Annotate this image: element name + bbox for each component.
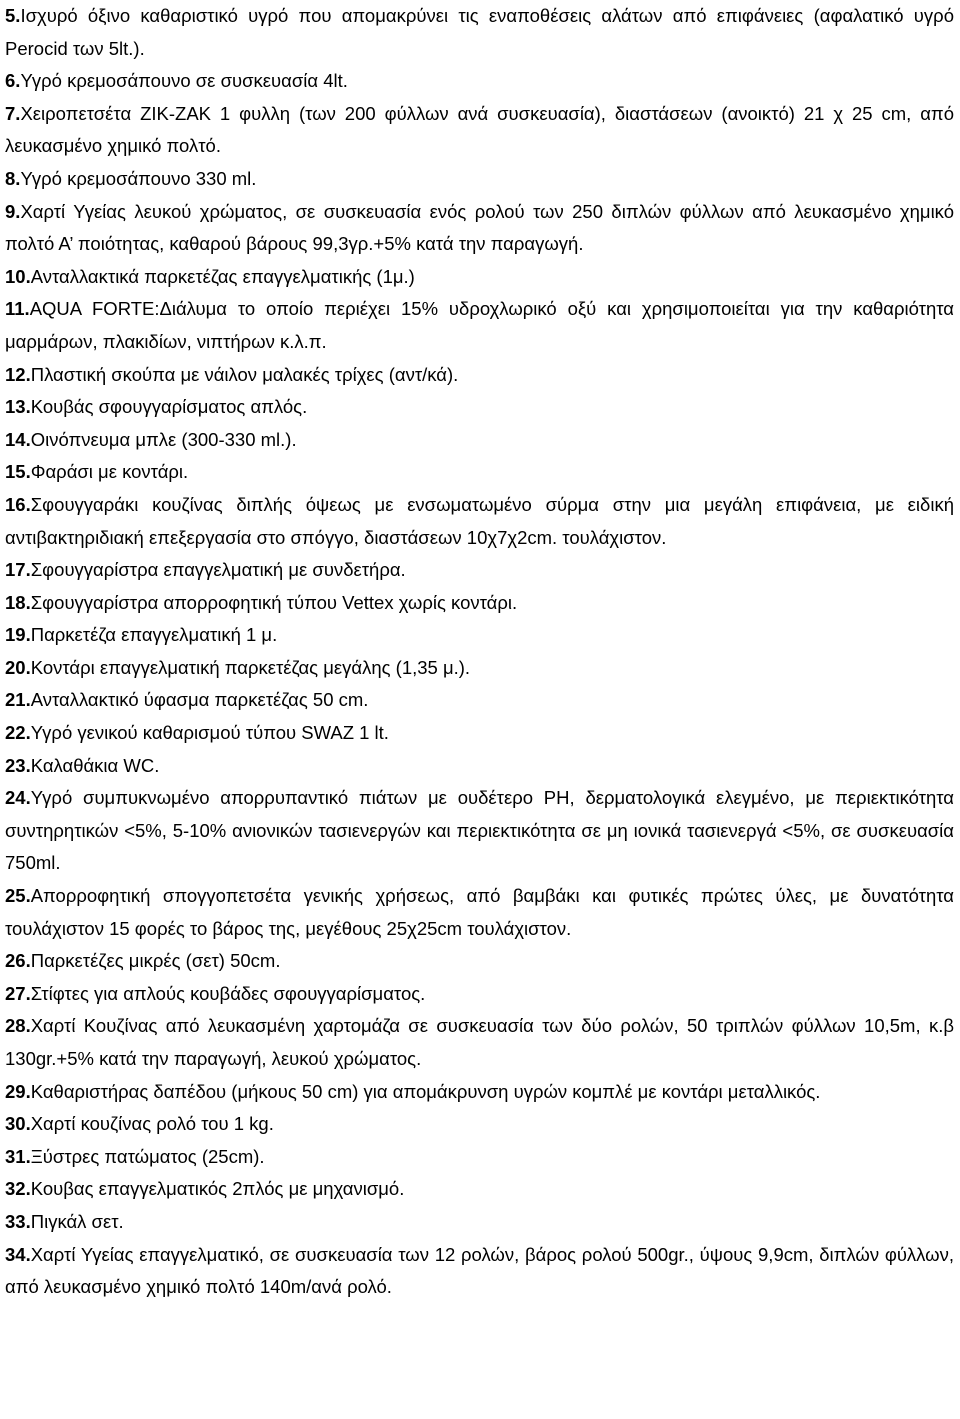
item-number: 14. — [5, 428, 31, 450]
item-text: Υγρό κρεμοσάπουνο 330 ml. — [20, 167, 257, 189]
item-number: 9. — [5, 200, 21, 222]
item-text: Καθαριστήρας δαπέδου (μήκους 50 cm) για απομάκρυνση υγρών κομπλέ με κοντάρι μεταλλικός. — [30, 1080, 821, 1102]
list-item — [5, 196, 954, 261]
item-number: 19. — [5, 624, 31, 646]
item-text: Απορροφητική σπογγοπετσέτα γενικής χρήσεως, από βαμβάκι και φυτικές πρώτες ύλες, με δυνατότητα τουλάχιστον 15 φορές το βάρος της, μεγέθους 25χ25cm τουλάχιστον. — [5, 885, 954, 939]
item-text: Ισχυρό όξινο καθαριστικό υγρό που απομακρύνει τις εναποθέσεις αλάτων από επιφάνειες (αφαλατικό υγρό Perocid των 5lt.). — [5, 5, 954, 59]
item-text: Υγρό γενικού καθαρισμού τύπου SWAZ 1 lt. — [30, 722, 389, 744]
list-item — [5, 1173, 954, 1206]
list-item — [5, 587, 954, 620]
item-number: 13. — [5, 396, 31, 418]
item-number: 24. — [5, 787, 31, 809]
item-number: 6. — [5, 70, 21, 92]
list-item — [5, 652, 954, 685]
list-item — [5, 261, 954, 294]
item-number: 34. — [5, 1243, 31, 1265]
item-text: Υγρό κρεμοσάπουνο σε συσκευασία 4lt. — [20, 70, 348, 92]
item-text: Σφουγγαρίστρα επαγγελματική με συνδετήρα. — [30, 559, 406, 581]
item-text: Καλαθάκια WC. — [30, 754, 160, 776]
list-item — [5, 456, 954, 489]
item-text: AQUA FORTE:Διάλυμα το οποίο περιέχει 15% υδροχλωρικό οξύ και χρησιμοποιείται για την καθαριότητα μαρμάρων, πλακιδίων, νιπτήρων κ.λ.π. — [5, 298, 954, 352]
item-number: 25. — [5, 885, 31, 907]
item-text: Παρκετέζες μικρές (σετ) 50cm. — [30, 950, 281, 972]
item-text: Ανταλλακτικά παρκετέζας επαγγελματικής (1μ.) — [30, 265, 415, 287]
item-number: 27. — [5, 982, 31, 1004]
list-item — [5, 65, 954, 98]
item-number: 30. — [5, 1113, 31, 1135]
item-number: 32. — [5, 1178, 31, 1200]
list-item — [5, 424, 954, 457]
item-text: Ανταλλακτικό ύφασμα παρκετέζας 50 cm. — [30, 689, 369, 711]
list-item — [5, 554, 954, 587]
item-text: Κουβάς σφουγγαρίσματος απλός. — [30, 396, 308, 418]
list-item — [5, 1239, 954, 1304]
item-text: Χαρτί Υγείας επαγγελματικό, σε συσκευασία των 12 ρολών, βάρος ρολού 500gr., ύψους 9,9cm, διπλών φύλλων, από λευκασμένο χημικό πολτό 140m/ανά ρολό. — [5, 1243, 954, 1298]
list-item — [5, 1076, 954, 1109]
list-item — [5, 1141, 954, 1174]
list-item — [5, 880, 954, 945]
item-text: Κοντάρι επαγγελματική παρκετέζας μεγάλης (1,35 μ.). — [30, 656, 471, 678]
item-number: 5. — [5, 5, 21, 26]
item-number: 12. — [5, 363, 31, 385]
list-item — [5, 1206, 954, 1239]
item-text: Παρκετέζα επαγγελματική 1 μ. — [30, 624, 278, 646]
item-text: Στίφτες για απλούς κουβάδες σφουγγαρίσματος. — [30, 982, 426, 1004]
item-number: 15. — [5, 461, 31, 483]
item-text: Φαράσι με κοντάρι. — [30, 461, 189, 483]
item-number: 23. — [5, 754, 31, 776]
item-number: 21. — [5, 689, 31, 711]
item-text: Χαρτί Υγείας λευκού χρώματος, σε συσκευασία ενός ρολού των 250 διπλών φύλλων από λευκασμένο χημικό πολτό Α’ ποιότητας, καθαρού βάρους 99,3γρ.+5% κατά την παραγωγή. — [5, 200, 954, 255]
list-item — [5, 0, 954, 65]
item-number: 7. — [5, 102, 21, 124]
item-text: Χαρτί Κουζίνας από λευκασμένη χαρτομάζα σε συσκευασία των δύο ρολών, 50 τριπλών φύλλων 10,5m, κ.β 130gr.+5% κατά την παραγωγή, λευκού χρώματος. — [5, 1015, 954, 1069]
item-number: 17. — [5, 559, 31, 581]
item-text: Υγρό συμπυκνωμένο απορρυπαντικό πιάτων με ουδέτερο PH, δερματολογικά ελεγμένο, με περιεκτικότητα συντηρητικών <5%, 5-10% ανιονικών τασιενεργών και περιεκτικότητα σε μη ιονικά τασιενεργά <5%, σε συσκευασία 750ml. — [5, 787, 954, 874]
item-text: Χειροπετσέτα ΖΙΚ-ΖΑΚ 1 φυλλη (των 200 φύλλων ανά συσκευασία), διαστάσεων (ανοικτό) 21 χ 25 cm, από λευκασμένο χημικό πολτό. — [5, 102, 954, 157]
list-item — [5, 1010, 954, 1075]
list-item — [5, 619, 954, 652]
list-item — [5, 978, 954, 1011]
item-number: 33. — [5, 1210, 31, 1232]
item-number: 8. — [5, 167, 21, 189]
item-number: 11. — [5, 298, 30, 320]
list-item — [5, 98, 954, 163]
list-item — [5, 1108, 954, 1141]
list-item — [5, 684, 954, 717]
item-text: Σφουγγαράκι κουζίνας διπλής όψεως με ενσωματωμένο σύρμα στην μια μεγάλη επιφάνεια, με ειδική αντιβακτηριδιακή επεξεργασία στο σπόγγο, διαστάσεων 10χ7χ2cm. τουλάχιστον. — [5, 493, 954, 548]
list-item — [5, 359, 954, 392]
item-number: 20. — [5, 656, 31, 678]
item-text: Οινόπνευμα μπλε (300-330 ml.). — [30, 428, 297, 450]
list-item — [5, 717, 954, 750]
list-item — [5, 391, 954, 424]
list-item — [5, 782, 954, 880]
list-item — [5, 489, 954, 554]
list-item — [5, 750, 954, 783]
item-number: 18. — [5, 591, 31, 613]
list-item — [5, 293, 954, 358]
list-item — [5, 945, 954, 978]
item-number: 26. — [5, 950, 31, 972]
item-text: Πιγκάλ σετ. — [30, 1210, 124, 1232]
item-text: Κουβας επαγγελματικός 2πλός με μηχανισμό. — [30, 1178, 405, 1200]
item-number: 31. — [5, 1145, 31, 1167]
list-item — [5, 163, 954, 196]
item-number: 16. — [5, 493, 31, 515]
item-text: Πλαστική σκούπα με νάιλον μαλακές τρίχες (αντ/κά). — [30, 363, 459, 385]
item-number: 29. — [5, 1080, 31, 1102]
item-text: Ξύστρες πατώματος (25cm). — [30, 1145, 265, 1167]
item-text: Σφουγγαρίστρα απορροφητική τύπου Vettex χωρίς κοντάρι. — [30, 591, 518, 613]
item-number: 22. — [5, 722, 31, 744]
item-text: Χαρτί κουζίνας ρολό του 1 kg. — [30, 1113, 274, 1135]
item-number: 28. — [5, 1015, 31, 1037]
item-number: 10. — [5, 265, 31, 287]
